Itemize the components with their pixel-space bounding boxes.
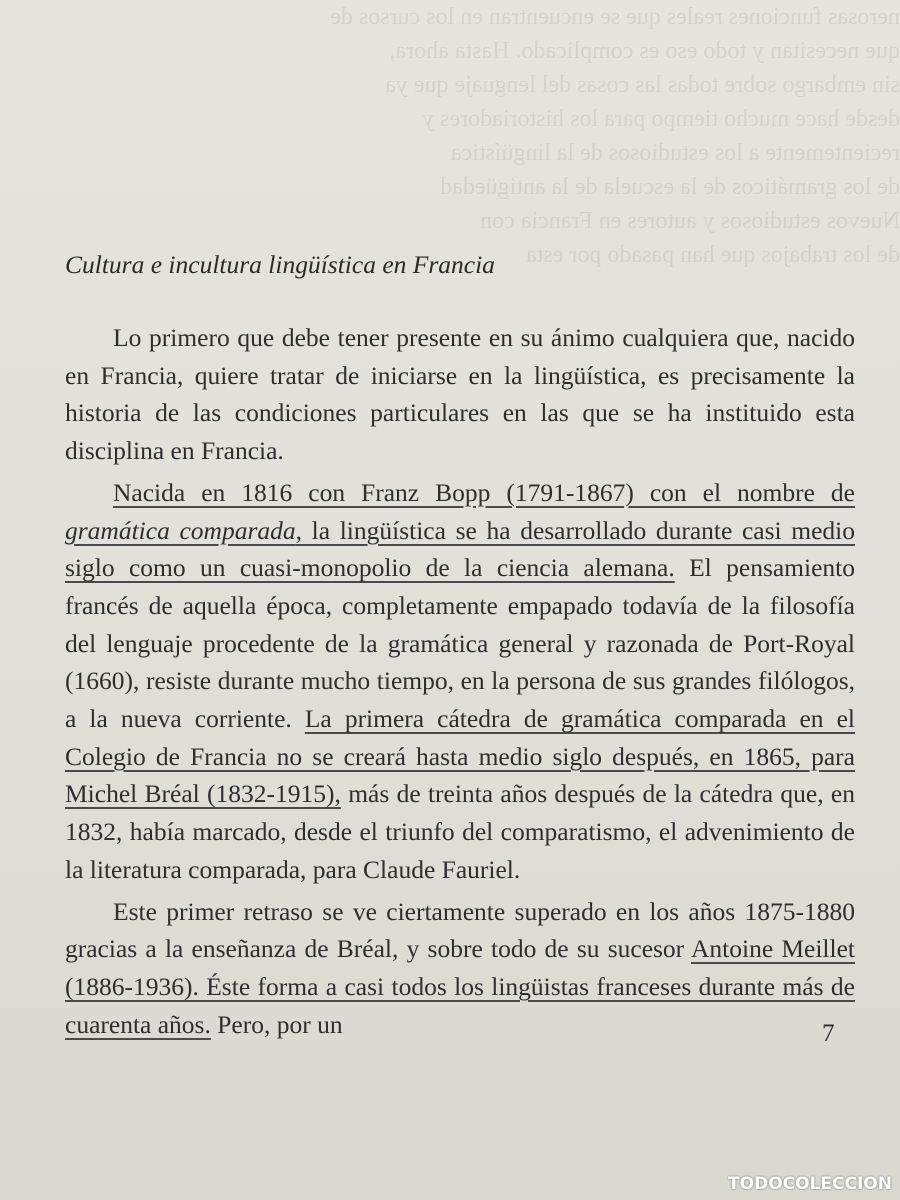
section-title: Cultura e incultura lingüística en Francia [65, 250, 495, 279]
show-through-text: nerosas funciones reales que se encuentran en los cursos de que necesitan y todo eso es complicado. Hasta ahora, sin embargo sobre todas las cosas del lenguaje que ya desde hace mucho tiempo para los historiadores y recientemente a los estudiosos de la lingüística de los gramáticos de la escuela de la antigüedad Nuevos estudiosos y autores en Francia con de los trabajos que han pasado por esta [330, 4, 900, 268]
paragraph-2-text-2: , la lingüística se ha desarrollado durante casi medio siglo como un cuasi-monopolio de la ciencia alemana. [65, 515, 856, 583]
page-number: 7 [822, 1020, 835, 1047]
paragraph-2-text-4: La primera cátedra de gramática comparada en el Colegio de Francia no se creará hasta medio siglo después, en 1865, para Michel Bréal (1832-1915), [65, 704, 855, 809]
watermark: TODOCOLECCION [728, 1174, 892, 1194]
paragraph-3-text-3: Pero, por un [210, 1009, 343, 1039]
body-text [65, 319, 855, 1047]
paragraph-1: Lo primero que debe tener presente en su ánimo cualquiera que, nacido en Francia, quiere tratar de iniciarse en la lingüística, es precisamente la historia de las condiciones particulares en las que se ha instituido esta disciplina en Francia. [65, 323, 855, 466]
paragraph-2-text-1: Nacida en 1816 con Franz Bopp (1791-1867) con el nombre de [113, 477, 855, 507]
paragraph-3 [65, 893, 855, 1044]
paragraph-2-text-3: El pensamiento francés de aquella época, completamente empapado todavía de la filosofía del lenguaje procedente de la gramática general y razonada de Port-Royal (1660), resiste durante mucho tiempo, en la persona de sus grandes filólogos, a la nueva corriente. [65, 553, 856, 734]
paragraph-3-text-1: Este primer retraso se ve ciertamente superado en los años 1875-1880 gracias a la enseñanza de Bréal, y sobre todo de su sucesor [65, 896, 855, 964]
paragraph-2-italic-term: gramática comparada [65, 515, 296, 545]
paragraph-2-text-5: más de treinta años después de la cátedra que, en 1832, había marcado, desde el triunfo del comparatismo, el advenimiento de la literatura comparada, para Claude Fauriel. [65, 779, 855, 884]
paragraph-3-text-2: Antoine Meillet (1886-1936). Éste forma a casi todos los lingüistas franceses durante más de cuarenta años. [65, 934, 855, 1039]
paragraph-2 [65, 474, 855, 889]
